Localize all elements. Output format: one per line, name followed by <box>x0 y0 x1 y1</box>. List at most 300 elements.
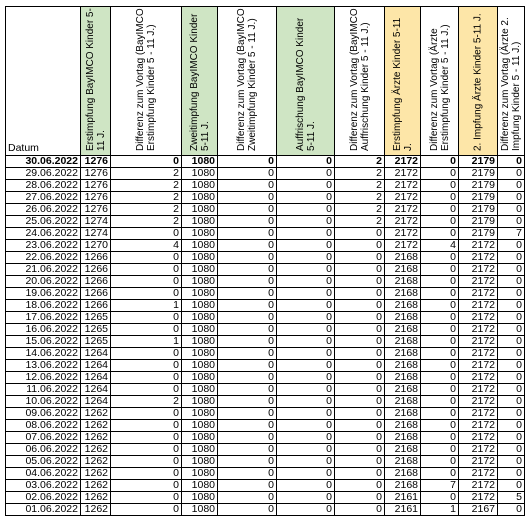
value-cell[interactable]: 2168 <box>385 420 421 432</box>
value-cell[interactable]: 1276 <box>81 180 111 192</box>
value-cell[interactable]: 0 <box>498 216 525 228</box>
value-cell[interactable]: 0 <box>498 336 525 348</box>
value-cell[interactable]: 0 <box>277 192 335 204</box>
value-cell[interactable]: 0 <box>498 168 525 180</box>
value-cell[interactable]: 2172 <box>459 384 498 396</box>
value-cell[interactable]: 0 <box>421 192 459 204</box>
value-cell[interactable]: 1080 <box>182 504 218 516</box>
value-cell[interactable]: 0 <box>335 288 385 300</box>
value-cell[interactable]: 0 <box>335 492 385 504</box>
value-cell[interactable]: 0 <box>498 360 525 372</box>
value-cell[interactable]: 0 <box>277 396 335 408</box>
value-cell[interactable]: 0 <box>335 264 385 276</box>
value-cell[interactable]: 0 <box>335 372 385 384</box>
value-cell[interactable]: 0 <box>421 156 459 168</box>
value-cell[interactable]: 0 <box>335 324 385 336</box>
value-cell[interactable]: 1080 <box>182 324 218 336</box>
date-cell[interactable]: 17.06.2022 <box>6 312 81 324</box>
value-cell[interactable]: 1266 <box>81 288 111 300</box>
value-cell[interactable]: 1262 <box>81 456 111 468</box>
value-cell[interactable]: 2172 <box>385 228 421 240</box>
value-cell[interactable]: 1080 <box>182 360 218 372</box>
value-cell[interactable]: 0 <box>335 420 385 432</box>
value-cell[interactable]: 1264 <box>81 360 111 372</box>
value-cell[interactable]: 0 <box>498 240 525 252</box>
value-cell[interactable]: 2 <box>111 216 182 228</box>
value-cell[interactable]: 0 <box>218 252 277 264</box>
value-cell[interactable]: 2172 <box>459 324 498 336</box>
value-cell[interactable]: 0 <box>498 444 525 456</box>
value-cell[interactable]: 1276 <box>81 168 111 180</box>
value-cell[interactable]: 2168 <box>385 288 421 300</box>
value-cell[interactable]: 0 <box>498 288 525 300</box>
value-cell[interactable]: 0 <box>498 312 525 324</box>
value-cell[interactable]: 2168 <box>385 480 421 492</box>
value-cell[interactable]: 0 <box>421 168 459 180</box>
date-cell[interactable]: 11.06.2022 <box>6 384 81 396</box>
value-cell[interactable]: 0 <box>277 504 335 516</box>
value-cell[interactable]: 0 <box>498 372 525 384</box>
value-cell[interactable]: 0 <box>498 192 525 204</box>
value-cell[interactable]: 0 <box>498 420 525 432</box>
date-cell[interactable]: 18.06.2022 <box>6 300 81 312</box>
value-cell[interactable]: 0 <box>498 408 525 420</box>
date-cell[interactable]: 28.06.2022 <box>6 180 81 192</box>
value-cell[interactable]: 2 <box>111 192 182 204</box>
value-cell[interactable]: 0 <box>277 204 335 216</box>
value-cell[interactable]: 0 <box>111 264 182 276</box>
value-cell[interactable]: 0 <box>218 216 277 228</box>
date-cell[interactable]: 21.06.2022 <box>6 264 81 276</box>
value-cell[interactable]: 2168 <box>385 252 421 264</box>
value-cell[interactable]: 0 <box>111 456 182 468</box>
value-cell[interactable]: 0 <box>421 360 459 372</box>
value-cell[interactable]: 2172 <box>459 312 498 324</box>
value-cell[interactable]: 0 <box>421 348 459 360</box>
value-cell[interactable]: 2 <box>111 204 182 216</box>
date-cell[interactable]: 04.06.2022 <box>6 468 81 480</box>
value-cell[interactable]: 0 <box>277 324 335 336</box>
date-cell[interactable]: 02.06.2022 <box>6 492 81 504</box>
value-cell[interactable]: 1080 <box>182 300 218 312</box>
value-cell[interactable]: 0 <box>421 252 459 264</box>
value-cell[interactable]: 2168 <box>385 468 421 480</box>
value-cell[interactable]: 1080 <box>182 216 218 228</box>
value-cell[interactable]: 2168 <box>385 324 421 336</box>
date-cell[interactable]: 29.06.2022 <box>6 168 81 180</box>
value-cell[interactable]: 2168 <box>385 300 421 312</box>
value-cell[interactable]: 0 <box>111 252 182 264</box>
value-cell[interactable]: 0 <box>421 288 459 300</box>
date-cell[interactable]: 14.06.2022 <box>6 348 81 360</box>
value-cell[interactable]: 1 <box>421 504 459 516</box>
value-cell[interactable]: 0 <box>218 504 277 516</box>
value-cell[interactable]: 2168 <box>385 264 421 276</box>
value-cell[interactable]: 1080 <box>182 288 218 300</box>
value-cell[interactable]: 0 <box>218 420 277 432</box>
value-cell[interactable]: 2172 <box>459 468 498 480</box>
value-cell[interactable]: 0 <box>421 204 459 216</box>
value-cell[interactable]: 0 <box>277 276 335 288</box>
value-cell[interactable]: 2172 <box>459 276 498 288</box>
value-cell[interactable]: 0 <box>277 444 335 456</box>
value-cell[interactable]: 0 <box>218 324 277 336</box>
value-cell[interactable]: 0 <box>277 468 335 480</box>
value-cell[interactable]: 0 <box>421 420 459 432</box>
value-cell[interactable]: 1080 <box>182 468 218 480</box>
value-cell[interactable]: 0 <box>421 324 459 336</box>
value-cell[interactable]: 0 <box>498 300 525 312</box>
value-cell[interactable]: 2 <box>111 168 182 180</box>
value-cell[interactable]: 2172 <box>385 204 421 216</box>
value-cell[interactable]: 1080 <box>182 456 218 468</box>
value-cell[interactable]: 0 <box>277 456 335 468</box>
value-cell[interactable]: 1262 <box>81 504 111 516</box>
value-cell[interactable]: 0 <box>218 180 277 192</box>
value-cell[interactable]: 1080 <box>182 420 218 432</box>
value-cell[interactable]: 0 <box>335 240 385 252</box>
value-cell[interactable]: 2 <box>335 192 385 204</box>
value-cell[interactable]: 0 <box>498 456 525 468</box>
value-cell[interactable]: 0 <box>421 276 459 288</box>
value-cell[interactable]: 2168 <box>385 336 421 348</box>
value-cell[interactable]: 0 <box>218 384 277 396</box>
value-cell[interactable]: 1266 <box>81 276 111 288</box>
value-cell[interactable]: 2172 <box>459 420 498 432</box>
value-cell[interactable]: 1262 <box>81 444 111 456</box>
date-cell[interactable]: 27.06.2022 <box>6 192 81 204</box>
value-cell[interactable]: 0 <box>218 396 277 408</box>
date-cell[interactable]: 25.06.2022 <box>6 216 81 228</box>
value-cell[interactable]: 2179 <box>459 180 498 192</box>
value-cell[interactable]: 1264 <box>81 384 111 396</box>
value-cell[interactable]: 1080 <box>182 168 218 180</box>
value-cell[interactable]: 0 <box>277 180 335 192</box>
value-cell[interactable]: 1266 <box>81 264 111 276</box>
value-cell[interactable]: 2161 <box>385 492 421 504</box>
value-cell[interactable]: 2172 <box>459 408 498 420</box>
value-cell[interactable]: 2172 <box>459 348 498 360</box>
value-cell[interactable]: 0 <box>111 360 182 372</box>
value-cell[interactable]: 0 <box>421 432 459 444</box>
value-cell[interactable]: 5 <box>498 492 525 504</box>
value-cell[interactable]: 1265 <box>81 324 111 336</box>
value-cell[interactable]: 2172 <box>385 216 421 228</box>
value-cell[interactable]: 0 <box>335 300 385 312</box>
date-cell[interactable]: 05.06.2022 <box>6 456 81 468</box>
value-cell[interactable]: 1080 <box>182 192 218 204</box>
value-cell[interactable]: 0 <box>335 228 385 240</box>
date-cell[interactable]: 15.06.2022 <box>6 336 81 348</box>
date-cell[interactable]: 10.06.2022 <box>6 396 81 408</box>
value-cell[interactable]: 2172 <box>459 372 498 384</box>
value-cell[interactable]: 0 <box>277 432 335 444</box>
value-cell[interactable]: 2172 <box>459 396 498 408</box>
value-cell[interactable]: 0 <box>277 216 335 228</box>
value-cell[interactable]: 0 <box>277 360 335 372</box>
value-cell[interactable]: 2168 <box>385 360 421 372</box>
value-cell[interactable]: 0 <box>498 480 525 492</box>
value-cell[interactable]: 1080 <box>182 336 218 348</box>
date-cell[interactable]: 26.06.2022 <box>6 204 81 216</box>
value-cell[interactable]: 0 <box>218 300 277 312</box>
date-cell[interactable]: 22.06.2022 <box>6 252 81 264</box>
value-cell[interactable]: 0 <box>218 276 277 288</box>
value-cell[interactable]: 0 <box>498 252 525 264</box>
value-cell[interactable]: 0 <box>277 228 335 240</box>
value-cell[interactable]: 0 <box>421 336 459 348</box>
value-cell[interactable]: 1080 <box>182 444 218 456</box>
value-cell[interactable]: 1080 <box>182 396 218 408</box>
value-cell[interactable]: 1080 <box>182 252 218 264</box>
value-cell[interactable]: 0 <box>218 312 277 324</box>
value-cell[interactable]: 1080 <box>182 180 218 192</box>
value-cell[interactable]: 0 <box>498 324 525 336</box>
value-cell[interactable]: 2 <box>111 396 182 408</box>
value-cell[interactable]: 1080 <box>182 204 218 216</box>
value-cell[interactable]: 0 <box>218 204 277 216</box>
value-cell[interactable]: 2172 <box>385 156 421 168</box>
value-cell[interactable]: 0 <box>111 288 182 300</box>
value-cell[interactable]: 0 <box>335 336 385 348</box>
value-cell[interactable]: 0 <box>277 300 335 312</box>
value-cell[interactable]: 2172 <box>459 336 498 348</box>
value-cell[interactable]: 0 <box>218 408 277 420</box>
date-cell[interactable]: 16.06.2022 <box>6 324 81 336</box>
value-cell[interactable]: 1270 <box>81 240 111 252</box>
value-cell[interactable]: 0 <box>218 348 277 360</box>
value-cell[interactable]: 0 <box>498 384 525 396</box>
value-cell[interactable]: 1265 <box>81 312 111 324</box>
date-cell[interactable]: 13.06.2022 <box>6 360 81 372</box>
value-cell[interactable]: 2168 <box>385 312 421 324</box>
value-cell[interactable]: 2179 <box>459 192 498 204</box>
value-cell[interactable]: 0 <box>218 240 277 252</box>
value-cell[interactable]: 1264 <box>81 348 111 360</box>
value-cell[interactable]: 0 <box>421 300 459 312</box>
value-cell[interactable]: 2168 <box>385 432 421 444</box>
value-cell[interactable]: 0 <box>498 468 525 480</box>
value-cell[interactable]: 0 <box>218 168 277 180</box>
value-cell[interactable]: 0 <box>277 372 335 384</box>
value-cell[interactable]: 2172 <box>459 300 498 312</box>
value-cell[interactable]: 2172 <box>459 444 498 456</box>
value-cell[interactable]: 0 <box>421 372 459 384</box>
value-cell[interactable]: 2167 <box>459 504 498 516</box>
value-cell[interactable]: 2 <box>335 204 385 216</box>
value-cell[interactable]: 0 <box>421 312 459 324</box>
value-cell[interactable]: 2172 <box>459 360 498 372</box>
value-cell[interactable]: 0 <box>277 384 335 396</box>
value-cell[interactable]: 2168 <box>385 372 421 384</box>
value-cell[interactable]: 1262 <box>81 468 111 480</box>
value-cell[interactable]: 0 <box>218 444 277 456</box>
value-cell[interactable]: 2172 <box>385 168 421 180</box>
value-cell[interactable]: 0 <box>218 288 277 300</box>
value-cell[interactable]: 1274 <box>81 228 111 240</box>
value-cell[interactable]: 0 <box>335 432 385 444</box>
value-cell[interactable]: 2172 <box>385 180 421 192</box>
value-cell[interactable]: 0 <box>335 504 385 516</box>
value-cell[interactable]: 0 <box>218 192 277 204</box>
value-cell[interactable]: 2168 <box>385 396 421 408</box>
value-cell[interactable]: 0 <box>335 348 385 360</box>
value-cell[interactable]: 0 <box>421 384 459 396</box>
value-cell[interactable]: 1276 <box>81 204 111 216</box>
value-cell[interactable]: 1080 <box>182 348 218 360</box>
value-cell[interactable]: 0 <box>335 312 385 324</box>
value-cell[interactable]: 2168 <box>385 276 421 288</box>
value-cell[interactable]: 2172 <box>459 288 498 300</box>
value-cell[interactable]: 0 <box>111 492 182 504</box>
value-cell[interactable]: 0 <box>111 480 182 492</box>
value-cell[interactable]: 0 <box>111 468 182 480</box>
value-cell[interactable]: 0 <box>335 408 385 420</box>
value-cell[interactable]: 1266 <box>81 300 111 312</box>
value-cell[interactable]: 0 <box>421 180 459 192</box>
value-cell[interactable]: 0 <box>335 456 385 468</box>
value-cell[interactable]: 2172 <box>459 240 498 252</box>
value-cell[interactable]: 1276 <box>81 156 111 168</box>
value-cell[interactable]: 1080 <box>182 264 218 276</box>
value-cell[interactable]: 0 <box>498 504 525 516</box>
value-cell[interactable]: 0 <box>277 264 335 276</box>
value-cell[interactable]: 2 <box>335 216 385 228</box>
value-cell[interactable]: 0 <box>498 396 525 408</box>
value-cell[interactable]: 2172 <box>459 492 498 504</box>
value-cell[interactable]: 0 <box>218 360 277 372</box>
value-cell[interactable]: 2168 <box>385 384 421 396</box>
value-cell[interactable]: 1262 <box>81 432 111 444</box>
value-cell[interactable]: 0 <box>421 216 459 228</box>
value-cell[interactable]: 0 <box>218 492 277 504</box>
value-cell[interactable]: 4 <box>421 240 459 252</box>
value-cell[interactable]: 1080 <box>182 408 218 420</box>
value-cell[interactable]: 0 <box>111 372 182 384</box>
value-cell[interactable]: 2179 <box>459 156 498 168</box>
value-cell[interactable]: 0 <box>111 228 182 240</box>
value-cell[interactable]: 1265 <box>81 336 111 348</box>
value-cell[interactable]: 1080 <box>182 156 218 168</box>
date-cell[interactable]: 23.06.2022 <box>6 240 81 252</box>
value-cell[interactable]: 2 <box>335 168 385 180</box>
value-cell[interactable]: 7 <box>498 228 525 240</box>
value-cell[interactable]: 1262 <box>81 420 111 432</box>
value-cell[interactable]: 1080 <box>182 240 218 252</box>
value-cell[interactable]: 0 <box>218 432 277 444</box>
value-cell[interactable]: 0 <box>498 156 525 168</box>
value-cell[interactable]: 0 <box>218 372 277 384</box>
date-cell[interactable]: 09.06.2022 <box>6 408 81 420</box>
value-cell[interactable]: 0 <box>277 492 335 504</box>
value-cell[interactable]: 1080 <box>182 480 218 492</box>
date-cell[interactable]: 30.06.2022 <box>6 156 81 168</box>
value-cell[interactable]: 0 <box>277 168 335 180</box>
value-cell[interactable]: 0 <box>218 480 277 492</box>
date-cell[interactable]: 03.06.2022 <box>6 480 81 492</box>
date-cell[interactable]: 01.06.2022 <box>6 504 81 516</box>
value-cell[interactable]: 1080 <box>182 384 218 396</box>
value-cell[interactable]: 0 <box>218 264 277 276</box>
value-cell[interactable]: 1276 <box>81 192 111 204</box>
value-cell[interactable]: 0 <box>421 228 459 240</box>
value-cell[interactable]: 1262 <box>81 480 111 492</box>
value-cell[interactable]: 0 <box>218 456 277 468</box>
value-cell[interactable]: 1264 <box>81 396 111 408</box>
value-cell[interactable]: 2168 <box>385 444 421 456</box>
value-cell[interactable]: 0 <box>277 336 335 348</box>
value-cell[interactable]: 4 <box>111 240 182 252</box>
value-cell[interactable]: 1264 <box>81 372 111 384</box>
value-cell[interactable]: 1080 <box>182 432 218 444</box>
value-cell[interactable]: 0 <box>111 384 182 396</box>
value-cell[interactable]: 0 <box>277 252 335 264</box>
value-cell[interactable]: 0 <box>111 444 182 456</box>
value-cell[interactable]: 1080 <box>182 492 218 504</box>
value-cell[interactable]: 1080 <box>182 372 218 384</box>
value-cell[interactable]: 0 <box>277 420 335 432</box>
date-cell[interactable]: 12.06.2022 <box>6 372 81 384</box>
value-cell[interactable]: 1 <box>111 336 182 348</box>
value-cell[interactable]: 1262 <box>81 492 111 504</box>
value-cell[interactable]: 0 <box>277 156 335 168</box>
value-cell[interactable]: 1080 <box>182 276 218 288</box>
value-cell[interactable]: 2168 <box>385 348 421 360</box>
value-cell[interactable]: 2172 <box>459 432 498 444</box>
value-cell[interactable]: 0 <box>335 480 385 492</box>
value-cell[interactable]: 2 <box>335 180 385 192</box>
value-cell[interactable]: 0 <box>111 156 182 168</box>
value-cell[interactable]: 0 <box>277 348 335 360</box>
value-cell[interactable]: 0 <box>218 468 277 480</box>
value-cell[interactable]: 2179 <box>459 228 498 240</box>
value-cell[interactable]: 0 <box>277 480 335 492</box>
value-cell[interactable]: 2172 <box>459 264 498 276</box>
value-cell[interactable]: 0 <box>421 492 459 504</box>
value-cell[interactable]: 2179 <box>459 204 498 216</box>
value-cell[interactable]: 0 <box>421 408 459 420</box>
date-cell[interactable]: 07.06.2022 <box>6 432 81 444</box>
date-cell[interactable]: 08.06.2022 <box>6 420 81 432</box>
value-cell[interactable]: 0 <box>498 180 525 192</box>
value-cell[interactable]: 0 <box>421 468 459 480</box>
value-cell[interactable]: 0 <box>335 468 385 480</box>
value-cell[interactable]: 0 <box>218 228 277 240</box>
value-cell[interactable]: 0 <box>498 276 525 288</box>
value-cell[interactable]: 0 <box>111 432 182 444</box>
value-cell[interactable]: 0 <box>498 348 525 360</box>
value-cell[interactable]: 0 <box>335 360 385 372</box>
value-cell[interactable]: 0 <box>335 444 385 456</box>
value-cell[interactable]: 1266 <box>81 252 111 264</box>
value-cell[interactable]: 2 <box>335 156 385 168</box>
value-cell[interactable]: 0 <box>111 408 182 420</box>
value-cell[interactable]: 2 <box>111 180 182 192</box>
value-cell[interactable]: 0 <box>111 348 182 360</box>
value-cell[interactable]: 0 <box>421 396 459 408</box>
value-cell[interactable]: 0 <box>111 276 182 288</box>
value-cell[interactable]: 2172 <box>459 456 498 468</box>
value-cell[interactable]: 2172 <box>459 480 498 492</box>
value-cell[interactable]: 2172 <box>459 252 498 264</box>
value-cell[interactable]: 0 <box>277 408 335 420</box>
value-cell[interactable]: 0 <box>218 156 277 168</box>
value-cell[interactable]: 0 <box>335 384 385 396</box>
value-cell[interactable]: 0 <box>111 324 182 336</box>
value-cell[interactable]: 0 <box>421 264 459 276</box>
value-cell[interactable]: 0 <box>218 336 277 348</box>
value-cell[interactable]: 2172 <box>385 192 421 204</box>
